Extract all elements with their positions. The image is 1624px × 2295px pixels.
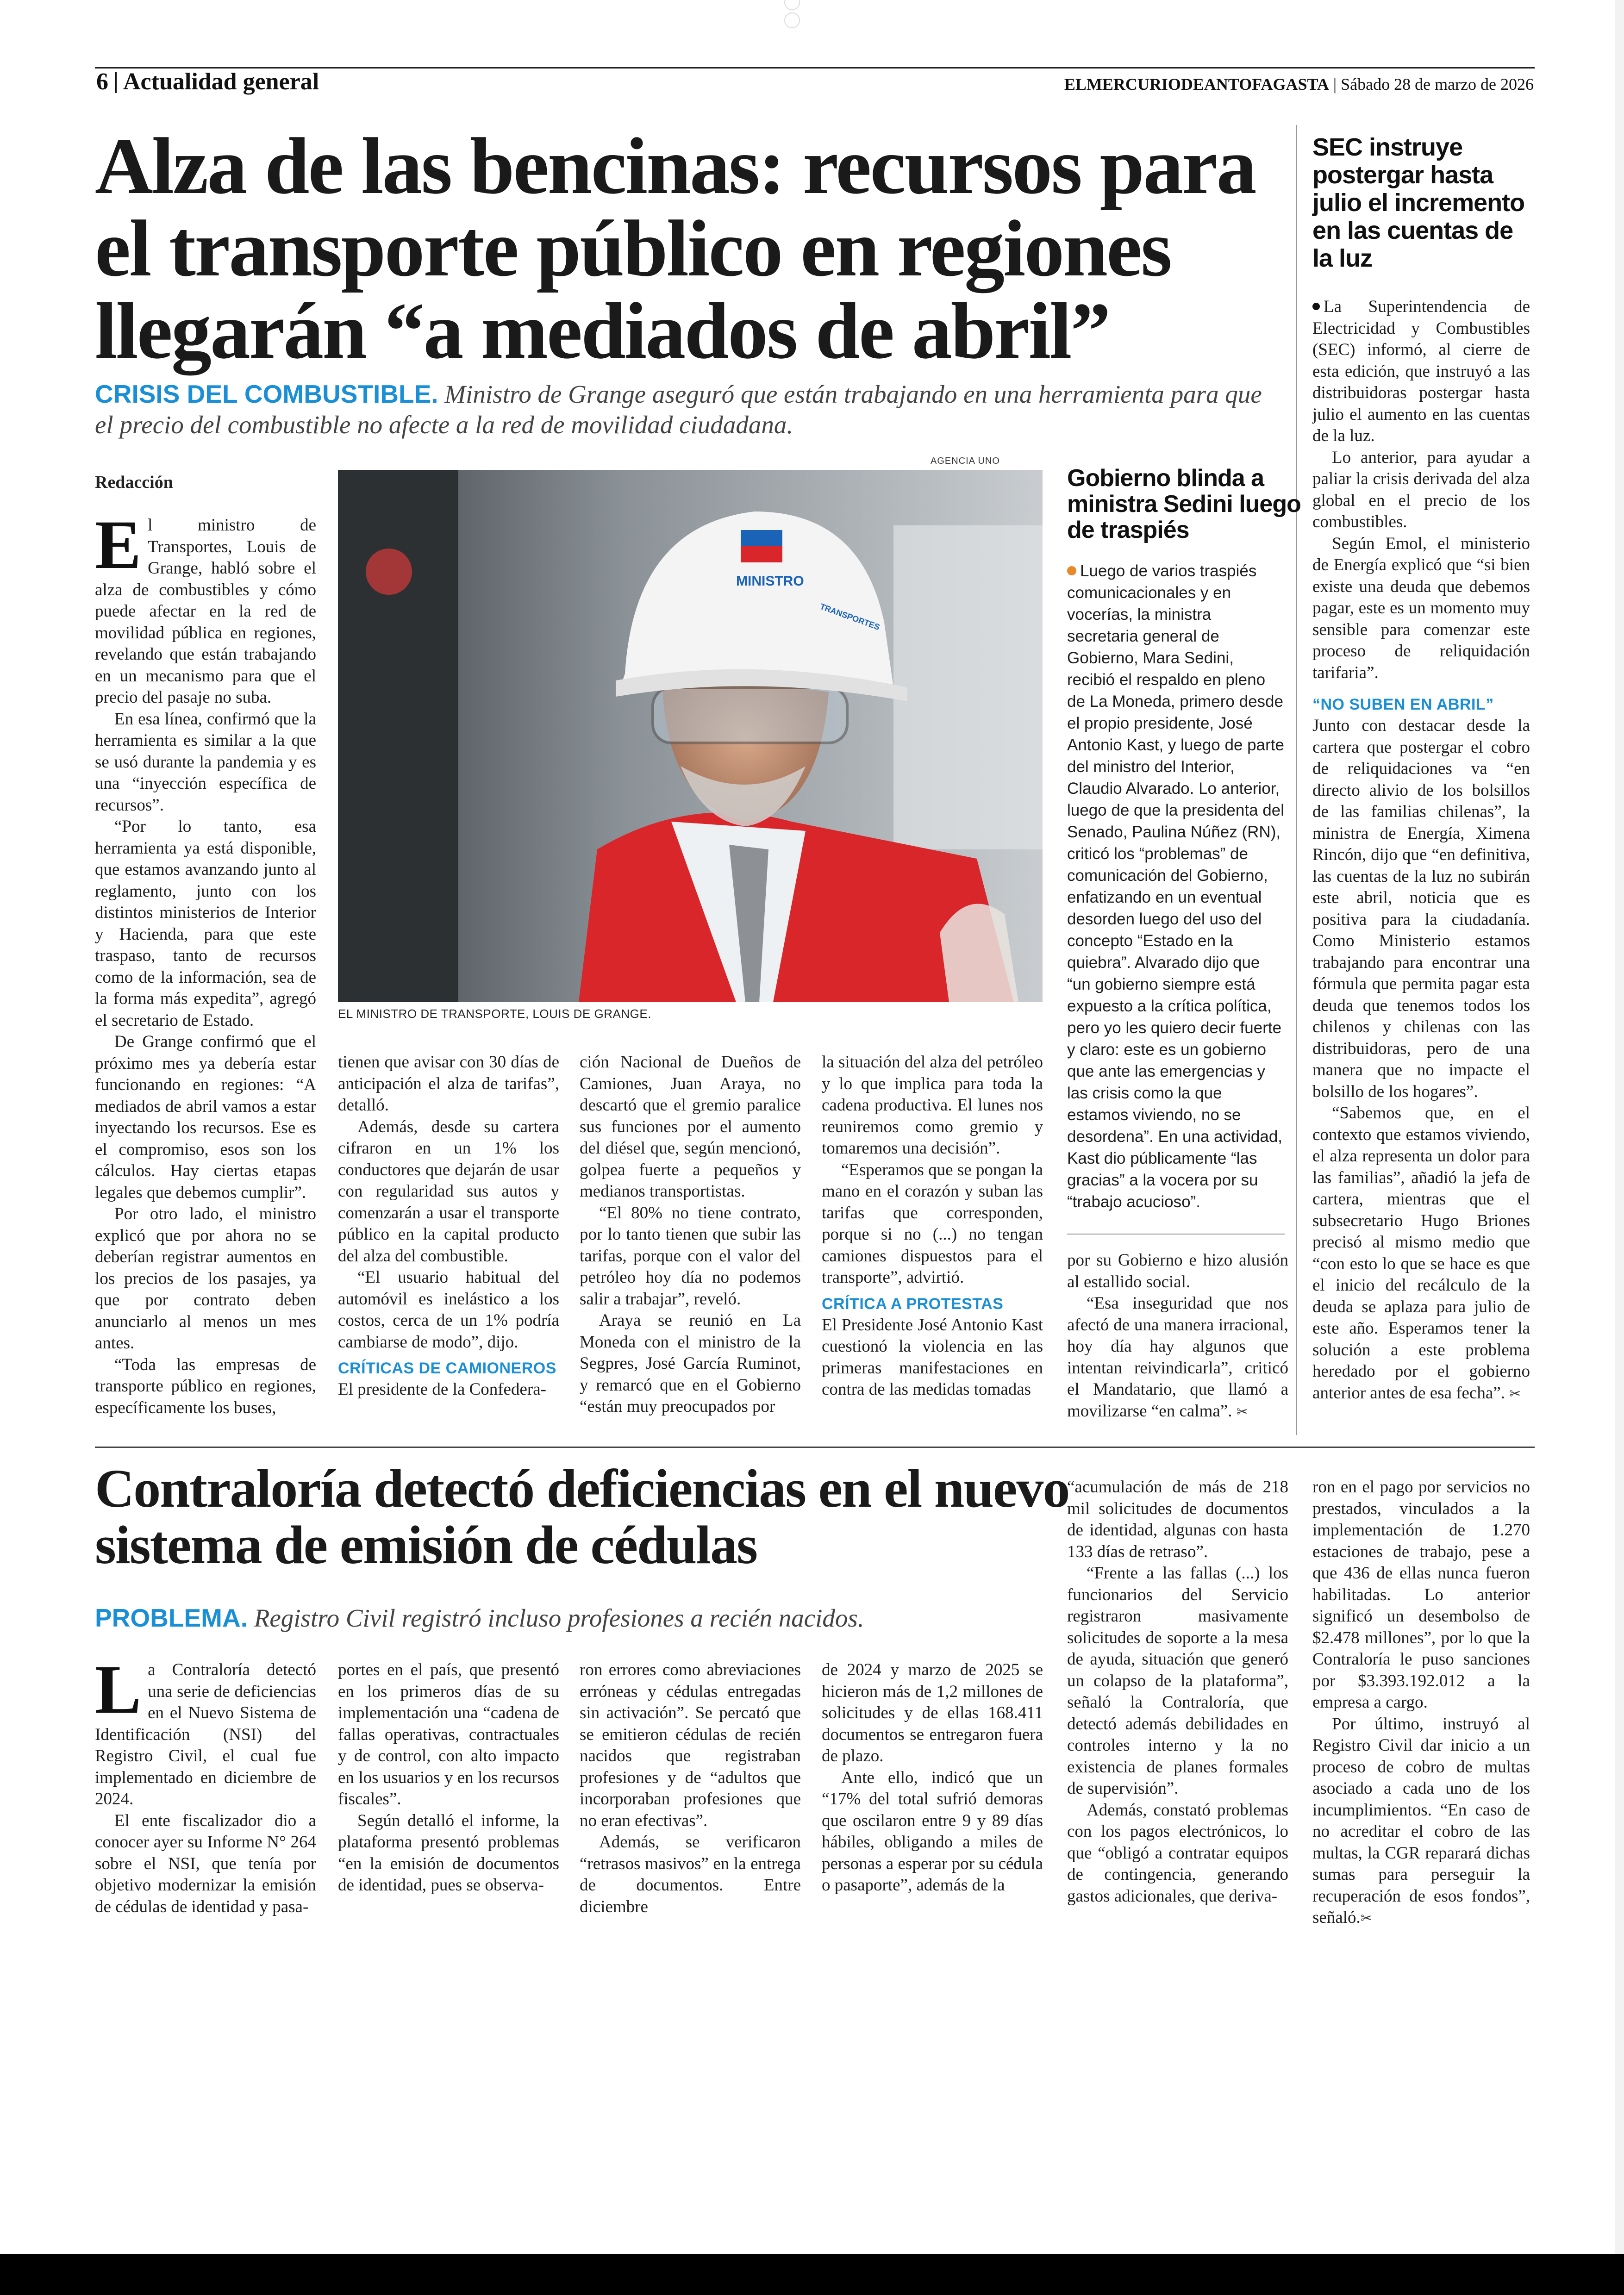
story2-column-6: [1312, 1477, 1530, 1930]
story1-col1-p2: En esa línea, confirmó que la herramienta es similar a la que se usó durante la pandemia y es una “inyección específica de recursos”.: [95, 709, 316, 815]
story2-column-3: [580, 1659, 801, 1918]
sec-p5: [1312, 1103, 1530, 1405]
story1-headline: Alza de las bencinas: recursos para el transporte público en regiones llegarán “a mediados de abril”: [95, 121, 1255, 375]
sedini-box-rule: [1067, 1234, 1285, 1235]
story2-col2-p2: Según detalló el informe, la plataforma presentó problemas “en la emisión de documentos de identidad, pues se observa-: [338, 1811, 559, 1895]
story1-col5-p2: [1067, 1293, 1288, 1423]
sec-end-mark-icon: ✂: [1509, 1385, 1521, 1402]
page-number: 6: [96, 69, 108, 95]
viewer-page-controls: [782, 0, 819, 12]
section-name: Actualidad general: [123, 69, 319, 95]
viewer-prev-dot[interactable]: [784, 0, 800, 10]
story2-col6-p2: [1312, 1714, 1530, 1930]
story1-col1-p4: De Grange confirmó que el próximo mes ya debería estar funcionando en regiones: “A mediados de abril vamos a estar inyectando los recursos. Ese es el compromiso, esos son los cálculos. Hay ciertas etapas legales que debemos cumplir”.: [95, 1032, 316, 1202]
story2-headline: Contraloría detectó deficiencias en el nuevo sistema de emisión de cédulas: [95, 1458, 1069, 1575]
sec-body: [1312, 296, 1530, 1405]
story2-col3-p1: ron errores como abreviaciones erróneas y cédulas entregadas sin activación”. Se percató que se emitieron cédulas de recién nacidos que registraban profesiones y de “adultos que incorporaban profesiones que no eran efectivas”.: [580, 1660, 801, 1830]
story1-lead-paragraph: [95, 506, 316, 709]
story1-col5-p2-text: “Esa inseguridad que nos afectó de una manera irracional, hoy día hay algunos que intentan reivindicarla”, criticó el Mandatario, que llamó a movilizarse “en calma”.: [1067, 1294, 1288, 1421]
minister-photo: [338, 470, 1043, 1002]
page-date: Sábado 28 de marzo de 2026: [1341, 75, 1534, 94]
paper-info: [1064, 74, 1534, 94]
story1-column-3: [580, 1052, 801, 1418]
sedini-p1-text: Luego de varios traspiés comunicacionales y en vocerías, la ministra secretaria general de Gobierno, Mara Sedini, recibió el respaldo en pleno de La Moneda, primero desde el propio presidente, José Antonio Kast, y luego de parte del ministro del Interior, Claudio Alvarado. Lo anterior, luego de que la presidenta del Senado, Paulina Núñez (RN), criticó los “problemas” de comunicación del Gobierno, enfatizando en un eventual desorden luego del uso del concepto “Estado en la quiebra”. Alvarado dijo que “un gobierno siempre está expuesto a la crítica política, pero yo les quiero decir fuerte y claro: este es un gobierno que ante las emergencias y las crisis como la que estamos viviendo, no se desordena”. En una actividad, Kast dio públicamente “las gracias” a la vocera por su “trabajo acucioso”.: [1067, 562, 1284, 1211]
orange-bullet-icon: [1067, 566, 1076, 575]
page-folio: [96, 68, 319, 96]
story1-dek: [95, 379, 1280, 440]
story2-col6-p2-text: Por último, instruyó al Registro Civil dar inicio a un proceso de cobro de multas asociado a cada uno de los incumplimientos. “En caso de no acreditar el cobro de las multas, la CGR reparará dichas sumas para perseguir la recuperación de esos fondos”, señaló.: [1312, 1714, 1530, 1927]
sedini-p1: [1067, 560, 1285, 1213]
story2-col3-p2: Además, se verificaron “retrasos masivos” en la entrega de documentos. Entre diciembre: [580, 1833, 801, 1916]
story1-dropcap: E: [95, 506, 142, 583]
story2-dropcap: L: [95, 1651, 142, 1728]
sec-p1: [1312, 296, 1530, 447]
story2-column-5: [1067, 1477, 1288, 1907]
story1-column-5: [1067, 1250, 1288, 1423]
story1-col2-p4: El presidente de la Confedera-: [338, 1380, 546, 1399]
story-separator: [95, 1447, 1535, 1448]
story2-column-1: [95, 1651, 316, 1918]
story2-lead-paragraph: [95, 1651, 316, 1810]
story1-subhead-camioneros: CRÍTICAS DE CAMIONEROS: [338, 1360, 556, 1377]
story1-col3-p3: Araya se reunió en La Moneda con el ministro de la Segpres, José García Ruminot, y remarcó que en el Gobierno “están muy preocupados por: [580, 1311, 801, 1416]
sec-subhead: “NO SUBEN EN ABRIL”: [1312, 696, 1494, 713]
paper-name: ELMERCURIODEANTOFAGASTA: [1064, 75, 1329, 94]
sedini-headline: Gobierno blinda a ministra Sedini luego de traspiés: [1067, 465, 1301, 543]
story1-subhead-protestas: CRÍTICA A PROTESTAS: [822, 1295, 1004, 1313]
minister-photo-illustration: [338, 470, 1043, 1002]
helmet-badge-text: MINISTRO: [736, 574, 804, 589]
story1-col3-p1: ción Nacional de Dueños de Camiones, Juan Araya, no descartó que el gremio paralice sus funciones por el aumento del diésel que, según mencionó, golpea fuerte a pequeños y medianos transportistas.: [580, 1053, 801, 1201]
story1-col4-p1: la situación del alza del petróleo y lo que implica para toda la cadena productiva. El lunes nos reuniremos como gremio y tomaremos una decisión”.: [822, 1053, 1043, 1158]
story2-col5-p3: Además, constató problemas con los pagos electrónicos, lo que “obligó a contratar equipos de contingencia, generando gastos adicionales, que deriva-: [1067, 1800, 1288, 1906]
story2-col5-p1: “acumulación de más de 218 mil solicitudes de documentos de identidad, algunas con hasta 133 días de retraso”.: [1067, 1478, 1288, 1561]
story1-col1-p5: Por otro lado, el ministro explicó que por ahora no se deberían registrar aumentos en los precios de los pasajes, ya que por contrato deben anunciarlo al menos un mes antes.: [95, 1204, 316, 1353]
photo-credit: AGENCIA UNO: [931, 456, 1000, 466]
story2-col4-p2: Ante ello, indicó que un “17% del total sufrió demoras que oscilaron entre 9 y 89 días hábiles, obligando a miles de personas a esperar por su cédula o pasaporte”, además de la: [822, 1768, 1043, 1895]
sec-p3: Según Emol, el ministerio de Energía explicó que “si bien existe una deuda que debemos pagar, este es un momento muy sensible para comenzar este proceso de reliquidación tarifaria”.: [1312, 534, 1530, 682]
sec-headline: SEC instruye postergar hasta julio el incremento en las cuentas de la luz: [1312, 133, 1525, 272]
story1-column-2: [338, 1052, 559, 1401]
sec-p1-text: La Superintendencia de Electricidad y Combustibles (SEC) informó, al cierre de esta edición, que instruyó a las distribuidoras postergar hasta julio el aumento en las cuentas de la luz.: [1312, 297, 1530, 445]
story2-dek-text: Registro Civil registró incluso profesiones a recién nacidos.: [254, 1604, 864, 1632]
story1-col1-p3: “Por lo tanto, esa herramienta ya está disponible, que estamos avanzando junto al reglamento, junto con los distintos ministerios de Interior y Hacienda, para que este traspaso, tanto de recursos como de la información, sea de la forma más expedita”, agregó el secretario de Estado.: [95, 817, 316, 1030]
story1-col1-p1: l ministro de Transportes, Louis de Grange, habló sobre el alza de combustibles y cómo puede afectar en la red de movilidad pública en regiones, revelando que están trabajando en un mecanismo para que el precio del pasaje no suba.: [95, 516, 316, 707]
story1-col5-p1: por su Gobierno e hizo alusión al estallido social.: [1067, 1251, 1288, 1291]
story1-col4-p2: “Esperamos que se pongan la mano en el corazón y suban las tarifas que corresponden, porque si no (...) no tengan camiones dispuestos para el transporte”, advirtió.: [822, 1160, 1043, 1287]
sec-p4: Junto con destacar desde la cartera que postergar el cobro de reliquidaciones va “en directo alivio de los bolsillos de las familias chilenas”, la ministra de Energía, Ximena Rincón, dijo que “en definitiva, las cuentas de la luz no subirán este abril, noticia que es positiva para la ciudadanía. Como Ministerio estamos trabajando para encontrar una fórmula que permita pagar esta deuda que tenemos todos los chilenos y chilenas con las distribuidoras, pero de una manera que no impacte el bolsillo de los hogares”.: [1312, 716, 1530, 1101]
story1-column-1: [95, 506, 316, 1419]
story1-col3-p2: “El 80% no tiene contrato, por lo tanto tienen que subir las tarifas, porque con el valor del petróleo hoy día no podemos salir a trabajar”, reveló.: [580, 1203, 801, 1309]
story1-column-4: [822, 1052, 1043, 1401]
story2-col4-p1: de 2024 y marzo de 2025 se hicieron más de 1,2 millones de solicitudes y de ellas 168.411 documentos se entregaron fuera de plazo.: [822, 1660, 1043, 1765]
story1-kicker: CRISIS DEL COMBUSTIBLE.: [95, 380, 438, 408]
sec-p5-text: “Sabemos que, en el contexto que estamos viviendo, el alza representa un dolor para las familias”, añadió la jefa de cartera, mientras que el subsecretario Hugo Briones precisó al mismo medio que “con esto lo que se hace es que el inicio del recálculo de la deuda se aplaza para julio de este año. Esperamos tener la solución a este problema heredado por el gobierno anterior antes de esa fecha”.: [1312, 1104, 1530, 1403]
story2-kicker: PROBLEMA.: [95, 1603, 248, 1632]
sec-p2: Lo anterior, para ayudar a paliar la crisis derivada del alza global en el precio de los combustibles.: [1312, 448, 1530, 531]
story2-col1-p1: a Contraloría detectó una serie de deficiencias en el Nuevo Sistema de Identificación (NSI) del Registro Civil, el cual fue implementado en diciembre de 2024.: [95, 1660, 316, 1809]
story2-col5-p2: “Frente a las fallas (...) los funcionarios del Servicio registraron masivamente solicitudes de soporte a la mesa de ayuda, situación que generó un colapso de la plataforma”, señaló la Contraloría, que detectó además debilidades en controles interno y la no existencia de planes formales de supervisión”.: [1067, 1564, 1288, 1798]
black-bullet-icon: [1312, 303, 1320, 310]
story2-dek: [95, 1603, 1183, 1634]
end-mark-icon: ✂: [1236, 1403, 1248, 1420]
safety-glasses: [653, 687, 847, 743]
photo-caption: EL MINISTRO DE TRANSPORTE, LOUIS DE GRANGE.: [338, 1007, 651, 1021]
story1-col2-p3: “El usuario habitual del automóvil es inelástico a los costos, cerca de un 1% podría cambiarse de modo”, dijo.: [338, 1268, 559, 1352]
helmet-side-text: TRANSPORTES: [818, 601, 881, 632]
viewer-right-rail: [1615, 0, 1624, 2254]
sedini-body: [1067, 560, 1285, 1213]
story2-column-2: [338, 1659, 559, 1896]
story2-col1-p2: El ente fiscalizador dio a conocer ayer su Informe N° 264 sobre el NSI, que tenía por objetivo modernizar la emisión de cédulas de identidad y pasa-: [95, 1811, 316, 1916]
viewer-bottom-bar: [0, 2254, 1624, 2295]
story2-col6-p1: ron en el pago por servicios no prestados, vinculados a la implementación de 1.270 estaciones de trabajo, pese a que 436 de ellas nunca fueron habilitadas. Lo anterior significó un desembolso de $2.478 millones”, por lo que la Contraloría le puso sanciones por $3.393.192.012 a la empresa a cargo.: [1312, 1478, 1530, 1712]
story1-col2-p1: tienen que avisar con 30 días de anticipación el alza de tarifas”, detalló.: [338, 1053, 559, 1115]
story1-col4-p3: El Presidente José Antonio Kast cuestionó la violencia en las primeras manifestaciones en contra de las medidas tomadas: [822, 1315, 1043, 1399]
story2-col2-p1: portes en el país, que presentó en los primeros días de su implementación una “cadena de fallas operativas, contractuales y de control, con alto impacto en los usuarios y en los recursos fiscales”.: [338, 1660, 559, 1809]
viewer-next-dot[interactable]: [784, 12, 800, 28]
story1-col2-p2: Además, desde su cartera cifraron en un 1% los conductores que dejarán de usar con regularidad sus autos y comenzarán a usar el transporte público en la capital producto del alza del combustible.: [338, 1117, 559, 1266]
paper-info-divider: |: [1333, 75, 1341, 94]
story1-dek-text: Ministro de Grange aseguró que están trabajando en una herramienta para que el precio del combustible no afecte a la red de movilidad ciudadana.: [95, 380, 1262, 439]
story2-end-mark-icon: ✂: [1360, 1910, 1372, 1927]
sidebar-rule: [1296, 125, 1297, 1435]
story1-col1-p6: “Toda las empresas de transporte público en regiones, específicamente los buses,: [95, 1355, 316, 1417]
story2-column-4: [822, 1659, 1043, 1896]
story1-byline: Redacción: [95, 473, 173, 492]
folio-divider: [115, 72, 117, 93]
